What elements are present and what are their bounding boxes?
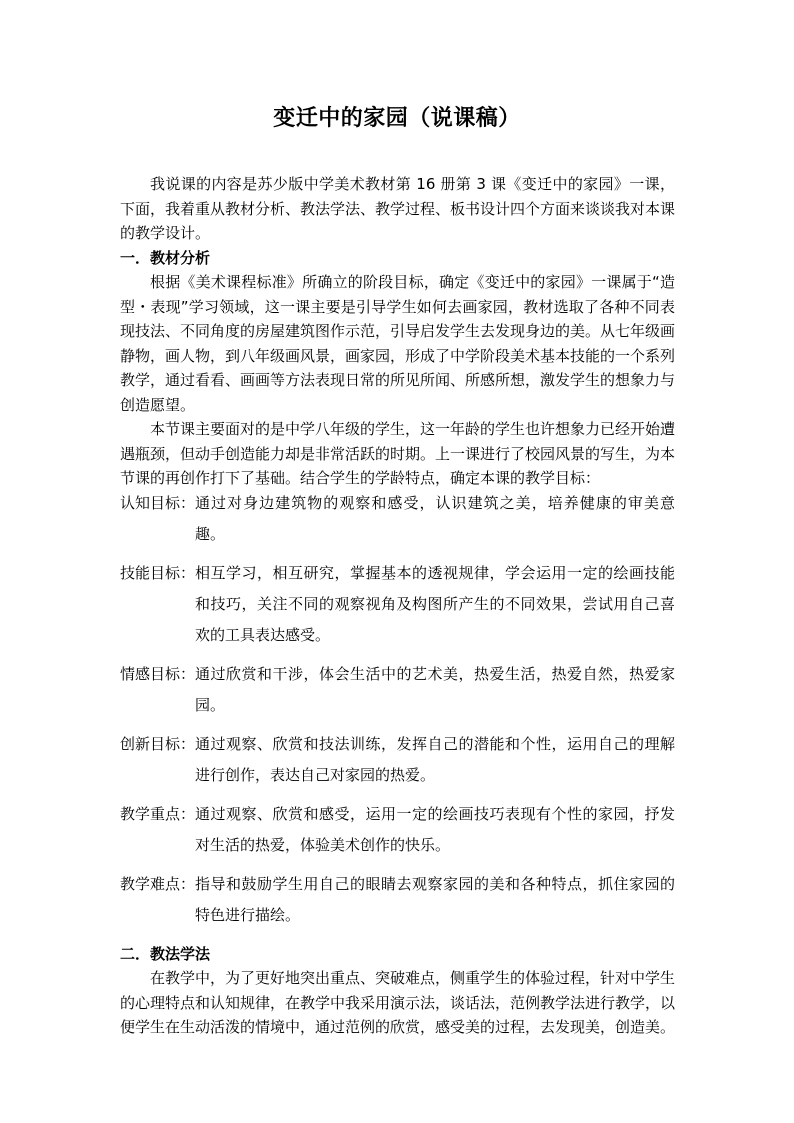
goal-label: 情感目标： [120,664,196,683]
intro-paragraph: 我说课的内容是苏少版中学美术教材第 16 册第 3 课《变迁中的家园》一课，下面，我着重从教材分析、教法学法、教学过程、板书设计四个方面来谈谈我对本课的教学设计。 [120,175,676,242]
goal-text: 通过对身边建筑物的观察和感受，认识建筑之美，培养健康的审美意趣。 [195,493,675,543]
goal-text: 通过欣赏和干涉，体会生活中的艺术美，热爱生活，热爱自然，热爱家园。 [195,664,675,714]
section-heading-teaching-methods: 二．教法学法 [120,944,211,963]
goal-emotion [120,662,675,721]
document-body [120,172,675,1040]
goal-text: 指导和鼓励学生用自己的眼睛去观察家园的美和各种特点，抓住家园的特色进行描绘。 [195,874,675,924]
section-heading-material-analysis: 一．教材分析 [120,248,211,267]
goal-text: 通过观察、欣赏和技法训练，发挥自己的潜能和个性，运用自己的理解进行创作，表达自己对家园的热爱。 [195,734,675,784]
goal-innovation [120,732,675,791]
goal-label: 教学重点： [120,804,196,823]
page-title: 变迁中的家园（说课稿） [273,106,521,131]
teaching-difficulty [120,872,675,931]
goal-label: 创新目标： [120,734,196,753]
goal-text: 相互学习，相互研究，掌握基本的透视规律，学会运用一定的绘画技能和技巧，关注不同的观察视角及构图所产生的不同效果，尝试用自己喜欢的工具表达感受。 [195,563,675,644]
paragraph-material-2: 本节课主要面对的是中学八年级的学生，这一年龄的学生也许想象力已经开始遭遇瓶颈，但动手创造能力却是非常活跃的时期。上一课进行了校园风景的写生，为本节课的再创作打下了基础。结合学生的学龄特点，确定本课的教学目标： [120,420,676,487]
goal-label: 技能目标： [120,563,196,582]
goal-label: 认知目标： [120,493,196,512]
goal-cognitive [120,491,675,550]
goal-skill [120,561,675,651]
goal-text: 通过观察、欣赏和感受，运用一定的绘画技巧表现有个性的家园，抒发对生活的热爱，体验美术创作的快乐。 [195,804,675,854]
teaching-key-point [120,802,675,861]
paragraph-teaching-methods: 在教学中，为了更好地突出重点、突破难点，侧重学生的体验过程，针对中学生的心理特点和认知规律，在教学中我采用演示法，谈话法，范例教学法进行教学，以便学生在生动活泼的情境中，通过范例的欣赏，感受美的过程，去发现美，创造美。 [120,969,676,1036]
paragraph-material-1: 根据《美术课程标准》所确立的阶段目标，确定《变迁中的家园》一课属于“造型・表现”学习领域，这一课主要是引导学生如何去画家园，教材选取了各种不同表现技法、不同角度的房屋建筑图作示范，引导启发学生去发现身边的美。从七年级画静物，画人物，到八年级画风景，画家园，形成了中学阶段美术基本技能的一个系列教学，通过看看、画画等方法表现日常的所见所闻、所感所想，激发学生的想象力与创造愿望。 [120,273,676,414]
goal-label: 教学难点： [120,874,196,893]
